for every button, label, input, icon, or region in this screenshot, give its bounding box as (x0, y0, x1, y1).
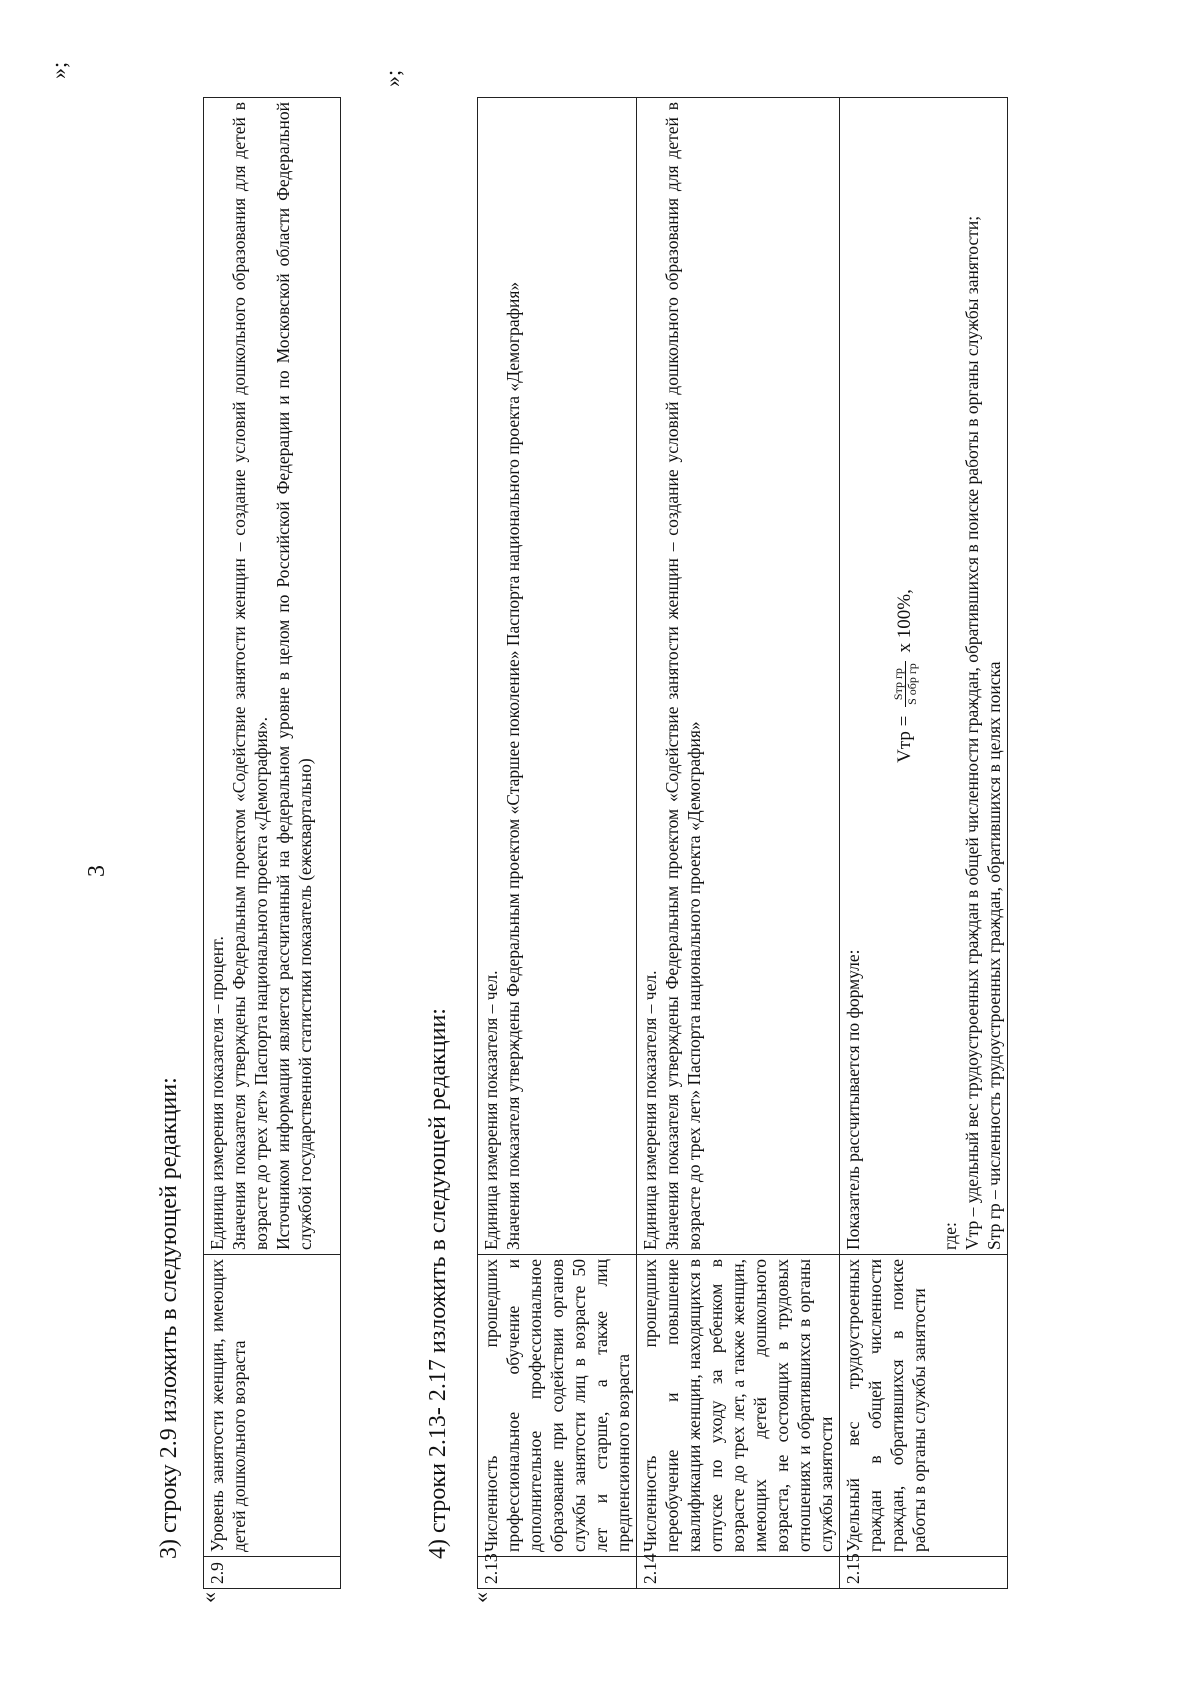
desc-line: Единица измерения показателя – чел. (640, 970, 660, 1250)
row-number: 2.13 (478, 1557, 637, 1589)
section3-intro: 3) строку 2.9 изложить в следующей редакции: (156, 1077, 182, 1559)
indicator-description (204, 98, 341, 1255)
formula-numerator: Sтр гр (892, 661, 906, 707)
definition-line: Sтр гр – численность трудоустроенных граждан, обратившихся в целях поиска (984, 661, 1004, 1250)
table-row (478, 98, 637, 1589)
section3-close-quote: »; (380, 69, 405, 87)
row-number: 2.14 (637, 1557, 840, 1589)
formula (892, 102, 919, 1250)
section4-open-quote: « (468, 1592, 493, 1603)
row-number: 2.15 (840, 1557, 1008, 1589)
desc-line: Значения показателя утверждены Федеральным проектом «Старшее поколение» Паспорта национального проекта «Демография» (503, 281, 523, 1250)
indicator-name: Удельный вес трудоустроенных граждан в общей численности граждан, обратившихся в поиске работы в органы службы занятости (840, 1255, 1008, 1557)
table-row (204, 98, 341, 1589)
desc-intro: Показатель рассчитывается по формуле: (843, 949, 863, 1250)
formula-lhs: Vтр = (893, 715, 915, 763)
definition-line: Vтр – удельный вес трудоустроенных граждан в общей численности граждан, обратившихся в поиске работы в органы службы занятости; (962, 215, 982, 1250)
desc-line: Значения показателя утверждены Федеральным проектом «Содействие занятости женщин – создание условий дошкольного образования для детей в возрасте до трех лет» Паспорта национального проекта «Демография». (229, 102, 271, 1250)
formula-denominator: S обр гр (905, 663, 919, 705)
section3-table (203, 97, 341, 1589)
indicator-description (840, 98, 1008, 1255)
indicator-description (637, 98, 840, 1255)
section3-open-quote: « (196, 1592, 221, 1603)
indicator-name: Уровень занятости женщин, имеющих детей дошкольного возраста (204, 1255, 341, 1557)
indicator-name: Численность прошедших переобучение и повышение квалификации женщин, находящихся в отпуске по уходу за ребенком в возрасте до трех лет, а также женщин, имеющих детей дошкольного возраста, не состоящих в трудовых отношениях и обратившихся в органы службы занятости (637, 1255, 840, 1557)
section4-table (477, 97, 1008, 1589)
formula-fraction (892, 661, 919, 707)
indicator-description (478, 98, 637, 1255)
indicator-name: Численность прошедших профессиональное обучение и дополнительное профессиональное образование при содействии органов службы занятости лиц в возрасте 50 лет и старше, а также лиц предпенсионного возраста (478, 1255, 637, 1557)
desc-line: Единица измерения показателя – чел. (481, 970, 501, 1250)
table-row (840, 98, 1008, 1589)
desc-line: Единица измерения показателя – процент. (207, 936, 227, 1250)
table-row (637, 98, 840, 1589)
row-number: 2.9 (204, 1557, 341, 1589)
desc-line: Значения показателя утверждены Федеральным проектом «Содействие занятости женщин – создание условий дошкольного образования для детей в возрасте до трех лет» Паспорта национального проекта «Демография» (662, 102, 704, 1250)
formula-rhs: x 100%, (893, 589, 915, 653)
section4-intro: 4) строки 2.13- 2.17 изложить в следующей редакции: (425, 1008, 451, 1559)
where-label: где: (940, 1222, 960, 1250)
desc-line: Источником информации является рассчитанный на федеральном уровне в целом по Российской Федерации и по Московской области Федеральной службой государственной статистики показатель (ежеквартально) (273, 102, 315, 1250)
page-number: 3 (84, 865, 110, 877)
top-closing-quote: »; (46, 61, 71, 79)
